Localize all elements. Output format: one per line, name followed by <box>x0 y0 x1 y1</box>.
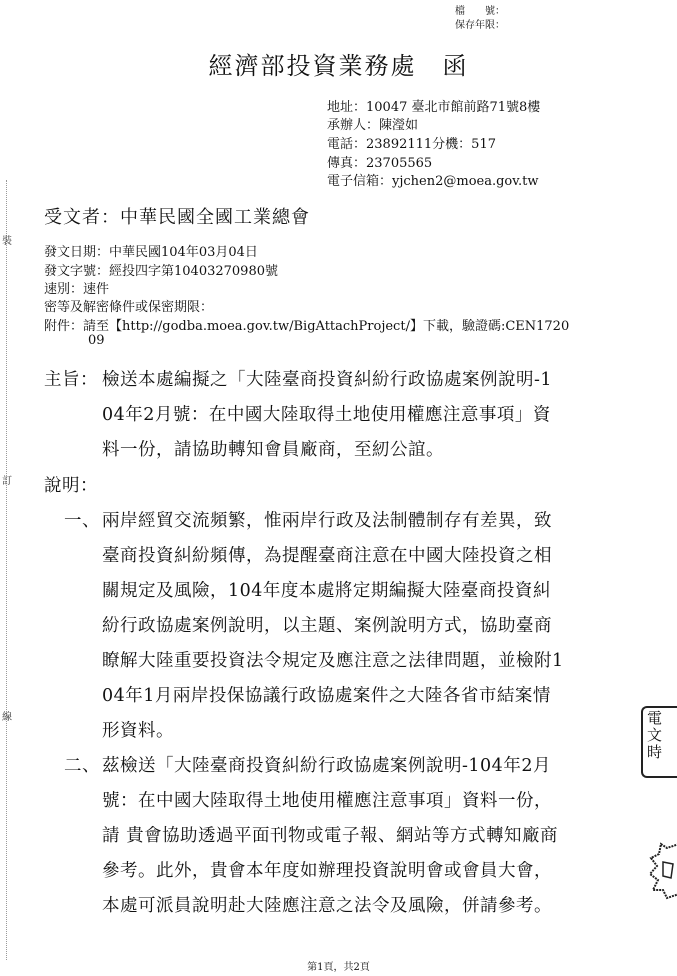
explanation-label: 說明： <box>44 476 98 496</box>
seal-fragment-icon <box>649 842 677 900</box>
subject-line: 檢送本處編擬之「大陸臺商投資糾紛行政協處案例說明-1 <box>102 370 553 390</box>
item-1-line: 紛行政協處案例說明，以主題、案例說明方式，協助臺商 <box>102 616 552 636</box>
item-2-line: 本處可派員說明赴大陸應注意之法令及風險，併請參考。 <box>102 896 552 916</box>
page-number: 第1頁，共2頁 <box>307 962 370 973</box>
item-2-marker: 二、 <box>64 756 100 776</box>
recipient: 受文者：中華民國全國工業總會 <box>44 207 310 228</box>
electronic-document-stamp <box>641 706 677 778</box>
phone: 電話：23892111分機：517 <box>327 137 496 152</box>
item-2-line: 參考。此外，貴會本年度如辦理投資說明會或會員大會， <box>102 861 552 881</box>
retention-period-label: 保存年限： <box>455 20 505 31</box>
binding-mark-ding: 訂 <box>2 476 12 487</box>
file-number-label: 檔 號： <box>455 6 505 17</box>
item-2-line: 茲檢送「大陸臺商投資糾紛行政協處案例說明-104年2月 <box>102 756 551 776</box>
delivery-speed: 速別：速件 <box>44 282 110 297</box>
document-number: 發文字號：經投四字第10403270980號 <box>44 264 278 279</box>
document-title <box>0 46 677 81</box>
handler: 承辦人：陳瀅如 <box>327 118 419 133</box>
item-1-marker: 一、 <box>64 511 100 531</box>
binding-line <box>6 180 7 960</box>
issue-date: 發文日期：中華民國104年03月04日 <box>44 245 258 260</box>
stamp-char: 文 <box>647 726 663 744</box>
item-1-line: 兩岸經貿交流頻繁，惟兩岸行政及法制體制存有差異，致 <box>102 511 552 531</box>
subject-label: 主旨： <box>44 370 98 390</box>
item-2-line: 請 貴會協助透過平面刊物或電子報、網站等方式轉知廠商 <box>102 826 559 846</box>
item-1-line: 形資料。 <box>102 721 174 741</box>
fax: 傳真：23705565 <box>327 156 433 171</box>
address: 地址：10047 臺北市館前路71號8樓 <box>327 100 541 115</box>
item-1-line: 臺商投資糾紛頻傳，為提醒臺商注意在中國大陸投資之相 <box>102 546 552 566</box>
email: 電子信箱：yjchen2@moea.gov.tw <box>327 174 539 189</box>
item-2-line: 號：在中國大陸取得土地使用權應注意事項」資料一份， <box>102 791 552 811</box>
item-1-line: 04年1月兩岸投保協議行政協處案件之大陸各省市結案情 <box>102 686 551 706</box>
item-1-line: 關規定及風險，104年度本處將定期編擬大陸臺商投資糾 <box>102 581 551 601</box>
stamp-char: 時 <box>647 743 663 761</box>
stamp-char: 電 <box>647 709 663 727</box>
attachment-line: 附件：請至【http://godba.moea.gov.tw/BigAttachProject/】下載，驗證碼:CEN1720 <box>44 319 570 334</box>
attachment-line-continued: 09 <box>88 333 105 348</box>
binding-mark-xian: 線 <box>2 712 12 723</box>
subject-line: 04年2月號：在中國大陸取得土地使用權應注意事項」資 <box>102 405 551 425</box>
binding-mark-zhuang: 裝 <box>2 236 12 247</box>
item-1-line: 瞭解大陸重要投資法令規定及應注意之法律問題，並檢附1 <box>102 651 564 671</box>
issuing-agency: 經濟部投資業務處 <box>208 52 417 80</box>
subject-line: 料一份，請協助轉知會員廠商，至紉公誼。 <box>102 440 444 460</box>
document-type: 函 <box>442 52 469 80</box>
secrecy-level: 密等及解密條件或保密期限： <box>44 300 214 315</box>
